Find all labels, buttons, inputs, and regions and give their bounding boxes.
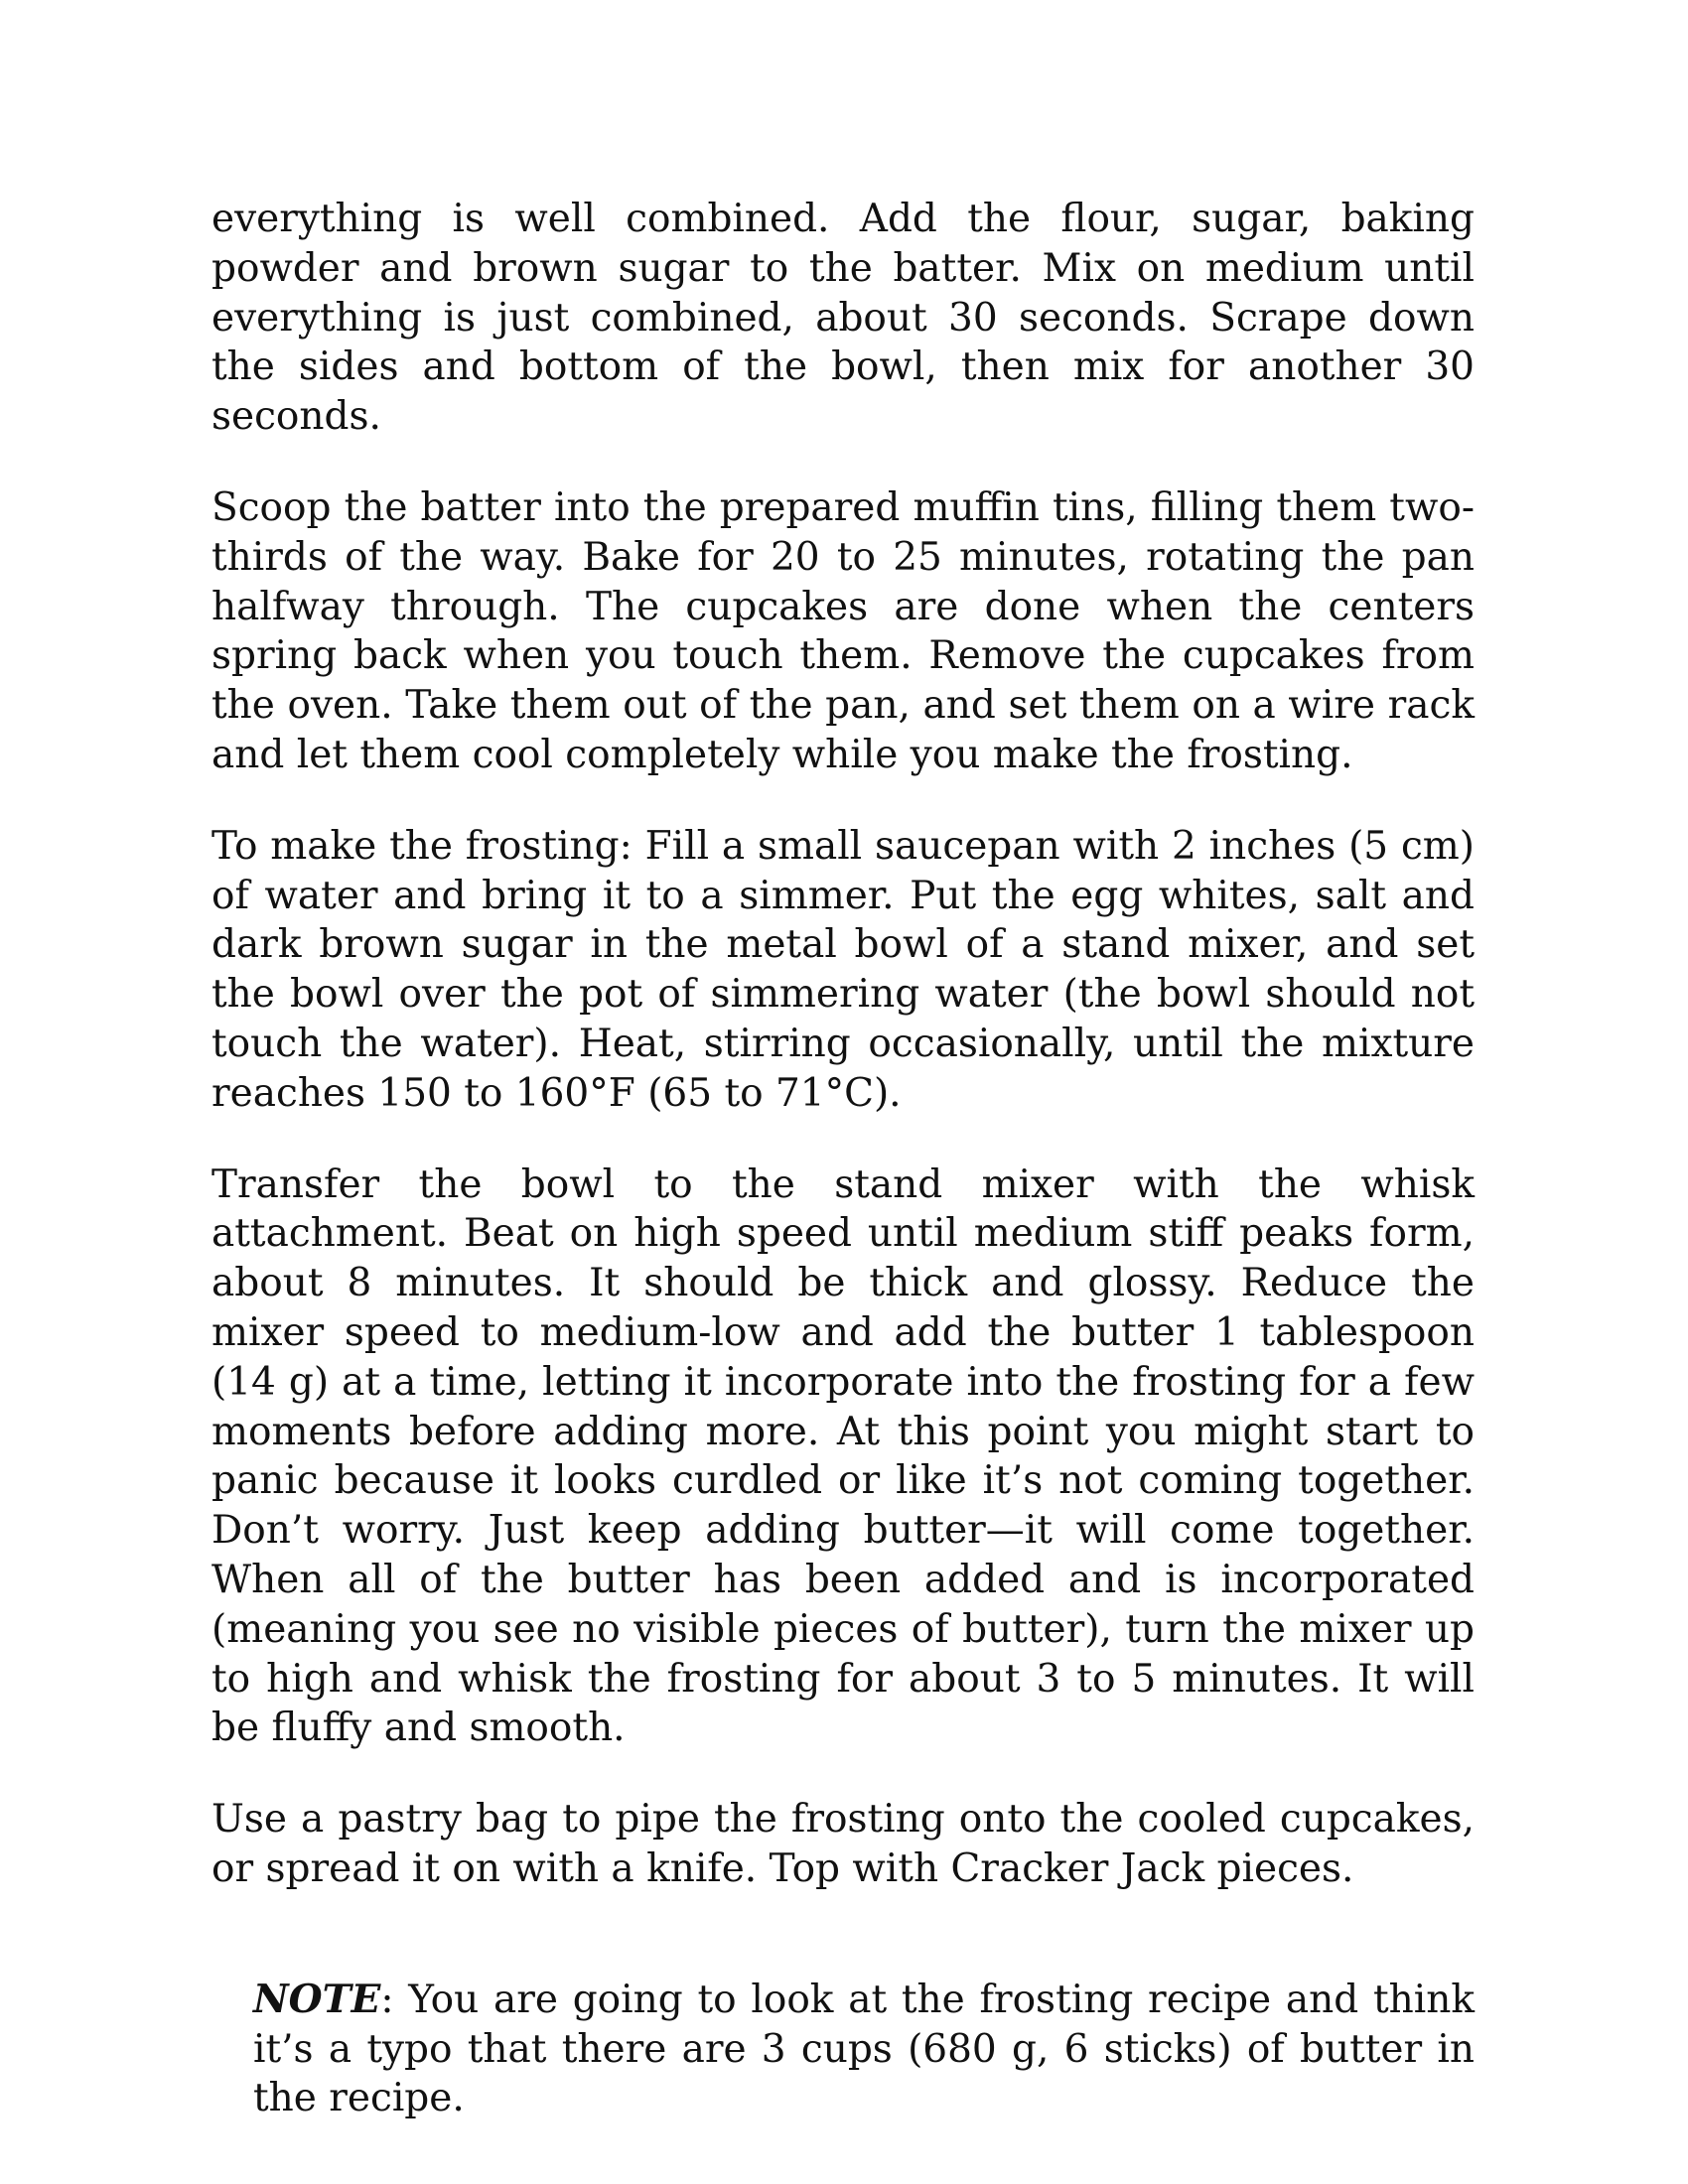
paragraph-baking: Scoop the batter into the prepared muffin tins, filling them two-thirds of the way. Bake for 20 to 25 minutes, rotating the pan halfway through. The cupcakes are done when the centers spring back when you touch them. Remove the cupcakes from the oven. Take them out of the pan, and set them on a wire rack and let them cool completely while you make the frosting. xyxy=(211,484,1475,777)
paragraph-frosting-heating: To make the frosting: Fill a small saucepan with 2 inches (5 cm) of water and bring it to a simmer. Put the egg whites, salt and dark brown sugar in the metal bowl of a stand mixer, and set the bowl over the pot of simmering water (the bowl should not touch the water). Heat, stirring occasionally, until the mixture reaches 150 to 160°F (65 to 71°C). xyxy=(211,823,1475,1116)
paragraph-frosting-whipping: Transfer the bowl to the stand mixer with the whisk attachment. Beat on high speed until medium stiff peaks form, about 8 minutes. It should be thick and glossy. Reduce the mixer speed to medium-low and add the butter 1 tablespoon (14 g) at a time, letting it incorporate into the frosting for a few moments before adding more. At this point you might start to panic because it looks curdled or like it’s not coming together. Don’t worry. Just keep adding butter—it will come together. When all of the butter has been added and is incorporated (meaning you see no visible pieces of butter), turn the mixer up to high and whisk the frosting for about 3 to 5 minutes. It will be fluffy and smooth. xyxy=(211,1161,1475,1751)
paragraph-decorating: Use a pastry bag to pipe the frosting onto the cooled cupcakes, or spread it on with a knife. Top with Cracker Jack pieces. xyxy=(211,1797,1475,1891)
paragraph-mixing: everything is well combined. Add the flour, sugar, baking powder and brown sugar to the batter. Mix on medium until everything is just combined, about 30 seconds. Scrape down the sides and bottom of the bowl, then mix for another 30 seconds. xyxy=(211,197,1475,440)
note-text: : You are going to look at the frosting recipe and think it’s a typo that there are 3 cups (680 g, 6 sticks) of butter in the recipe. xyxy=(253,1977,1475,2121)
recipe-page xyxy=(211,195,1475,2123)
recipe-note xyxy=(253,1976,1475,2123)
note-label: NOTE xyxy=(253,1976,381,2022)
